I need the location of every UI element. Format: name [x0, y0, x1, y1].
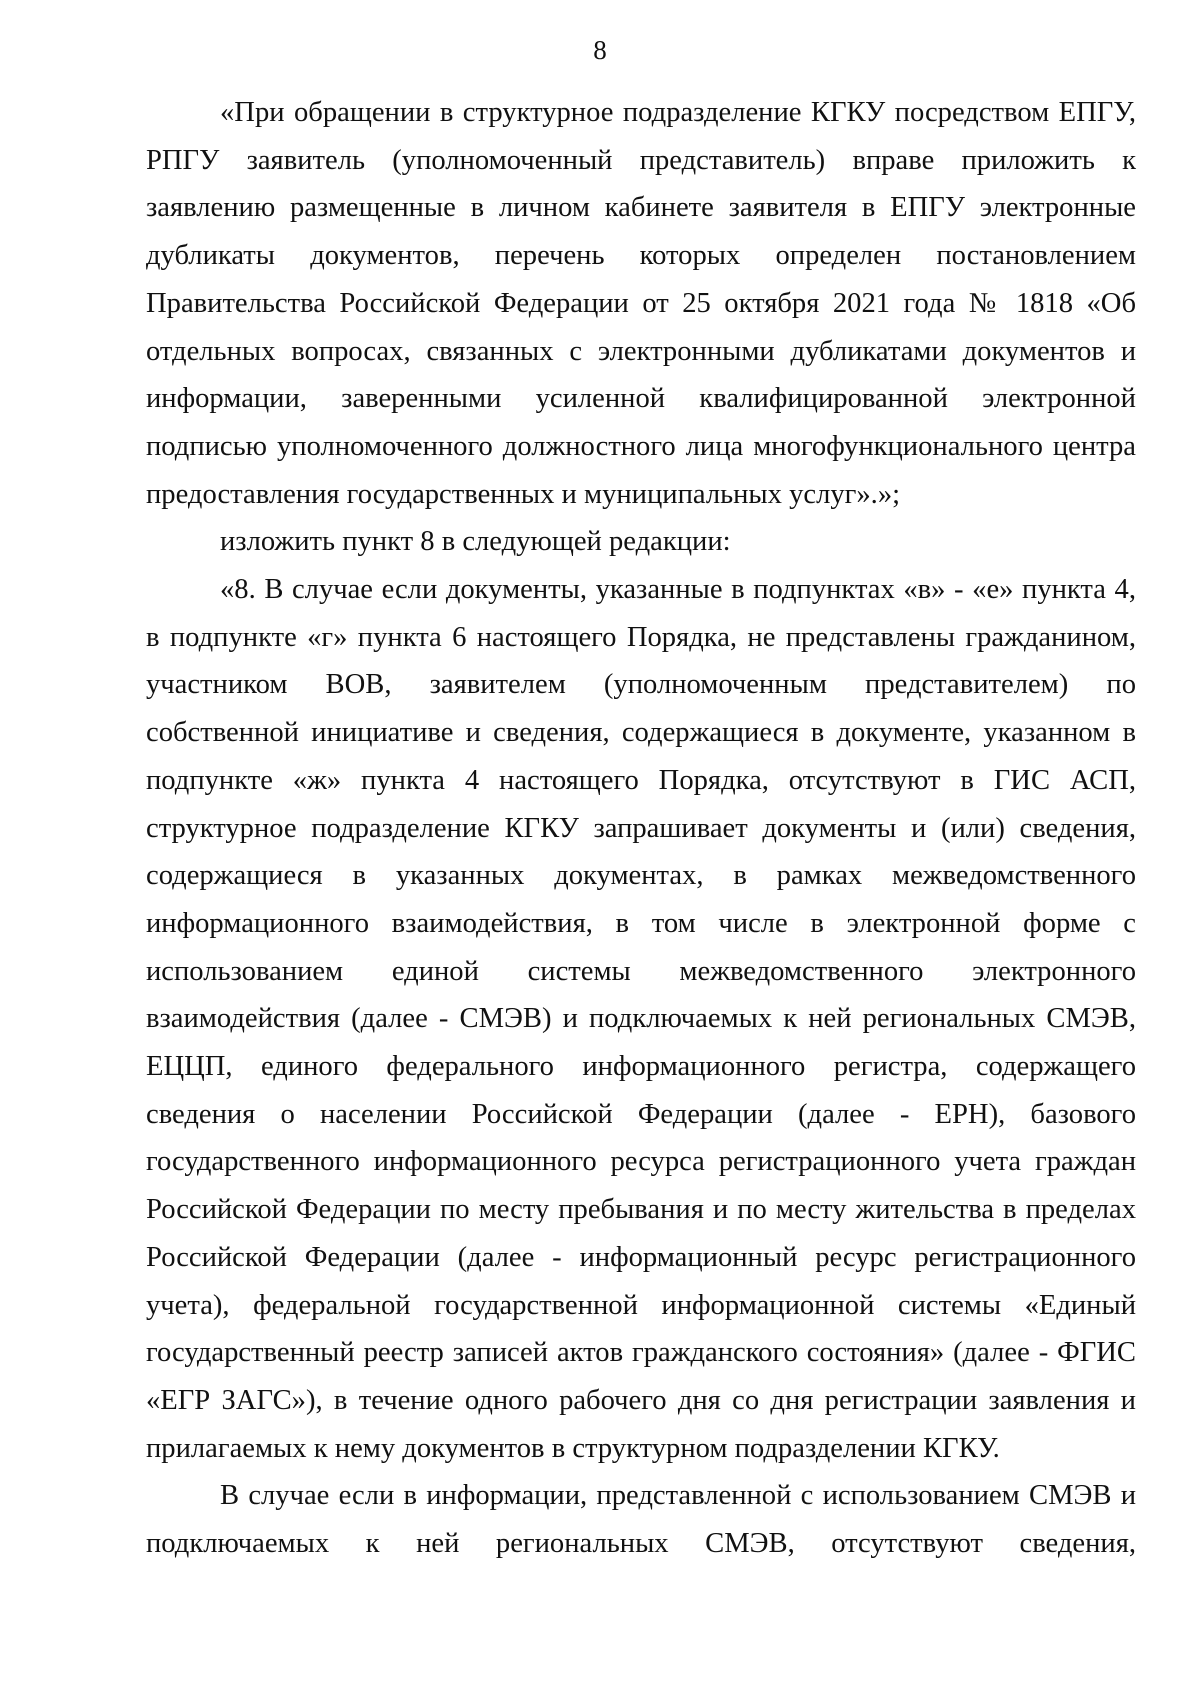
page-number: 8: [593, 35, 607, 65]
paragraph-point-8-text: «8. В случае если документы, указанные в подпунктах «в» - «е» пункта 4, в подпункте «г» пункта 6 настоящего Порядка, не представлены гражданином, участником ВОВ, заявителем (уполномоченным представителем) по собственной инициативе и сведения, содержащиеся в документе, указанном в подпункте «ж» пункта 4 настоящего Порядка, отсутствуют в ГИС АСП, структурное подразделение КГКУ запрашивает документы и (или) сведения, содержащиеся в указанных документах, в рамках межведомственного информационного взаимодействия, в том числе в электронной форме с использованием единой системы межведомственного электронного взаимодействия (далее - СМЭВ) и подключаемых к ней региональных СМЭВ, ЕЦЦП, единого федерального информационного регистра, содержащего сведения о населении Российской Федерации (далее - ЕРН), базового государственного информационного ресурса регистрационного учета граждан Российской Федерации по месту пребывания и по месту жительства в пределах Российской Федерации (далее - информационный ресурс регистрационного учета), федеральной государственной информационной системы «Единый государственный реестр записей актов гражданского состояния» (далее - ФГИС «ЕГР ЗАГС»), в течение одного рабочего дня со дня регистрации заявления и прилагаемых к нему документов в структурном подразделении КГКУ.: [146, 574, 1136, 1464]
document-body: [146, 89, 1136, 1568]
paragraph-epgu-duplicates: «При обращении в структурное подразделение КГКУ посредством ЕПГУ, РПГУ заявитель (уполномоченный представитель) вправе приложить к заявлению размещенные в личном кабинете заявителя в ЕПГУ электронные дубликаты документов, перечень которых определен постановлением Правительства Российской Федерации от 25 октября 2021 года № 1818 «Об отдельных вопросах, связанных с электронными дубликатами документов и информации, заверенными усиленной квалифицированной электронной подписью уполномоченного должностного лица многофункционального центра предоставления государственных и муниципальных услуг».»;: [146, 97, 1136, 510]
paragraph-smev-missing-info: В случае если в информации, представленной с использованием СМЭВ и подключаемых к ней региональных СМЭВ, отсутствуют сведения,: [146, 1480, 1136, 1560]
paragraph-amend-point-8: изложить пункт 8 в следующей редакции:: [220, 526, 731, 558]
